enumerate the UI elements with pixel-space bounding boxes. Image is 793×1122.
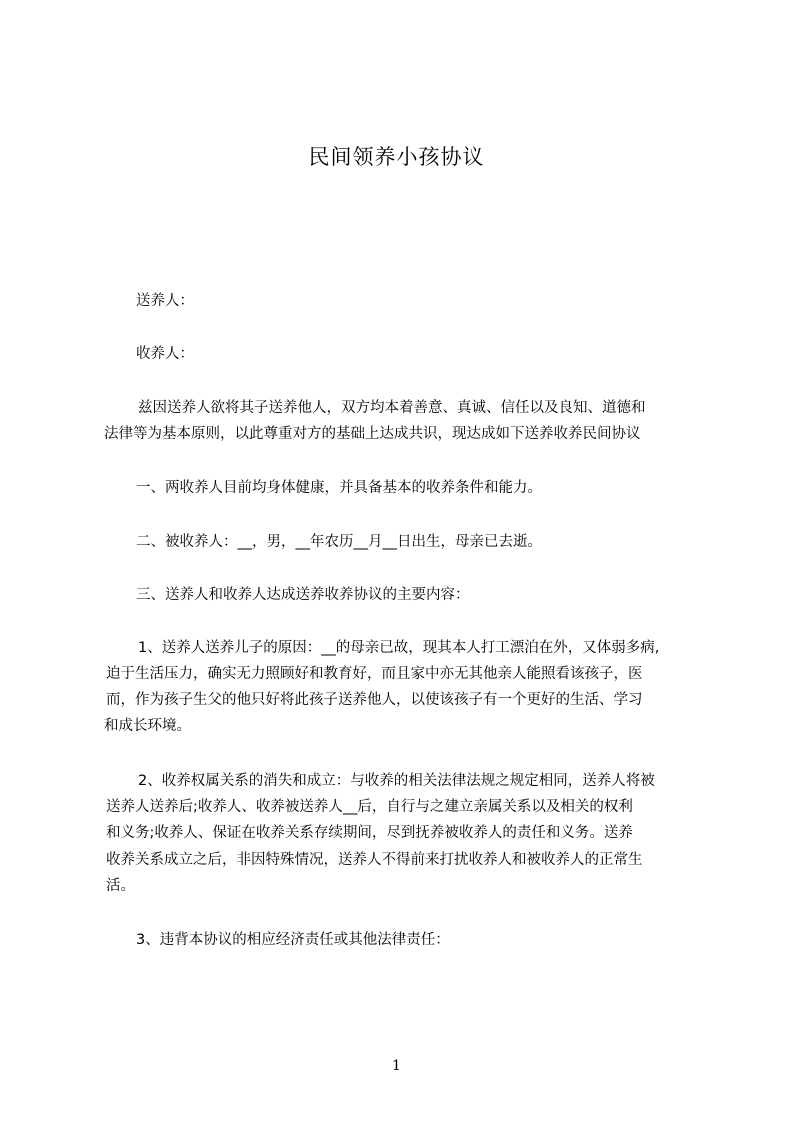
item-1-line-3: 而，作为孩子生父的他只好将此孩子送养他人，以使该孩子有一个更好的生活、学习 [106,692,643,708]
item-3: 3、违背本协议的相应经济责任或其他法律责任： [136,932,450,948]
clause-3: 三、送养人和收养人达成送养收养协议的主要内容： [136,587,470,603]
receiver-line: 收养人： [136,346,194,362]
item-2-line-3: 和义务;收养人、保证在收养关系存续期间，尽到抚养被收养人的责任和义务。送养 [106,825,633,841]
item-1-line-4: 和成长环境。 [104,718,191,734]
item-2-line-4: 收养关系成立之后，非因特殊情况，送养人不得前来打扰收养人和被收养人的正常生 [106,852,643,868]
item-1-line-1: 1、送养人送养儿子的原因：__的母亲已故，现其本人打工漂泊在外，又体弱多病, [138,640,660,656]
sender-line: 送养人： [136,293,194,309]
item-1-line-2: 迫于生活压力，确实无力照顾好和教育好，而且家中亦无其他亲人能照看该孩子，医 [106,666,643,682]
document-title: 民间领养小孩协议 [308,145,485,169]
clause-2: 二、被收养人：__，男，__年农历__月__日出生，母亲已去逝。 [136,534,542,550]
item-2-line-5: 活。 [106,878,135,894]
item-2-line-1: 2、收养权属关系的消失和成立：与收养的相关法律法规之规定相同，送养人将被 [138,773,655,789]
clause-1: 一、两收养人目前均身体健康，并具备基本的收养条件和能力。 [136,480,542,496]
intro-line-1: 兹因送养人欲将其子送养他人，双方均本着善意、真诚、信任以及良知、道德和 [138,400,646,416]
item-2-line-2: 送养人送养后;收养人、收养被送养人__后，自行与之建立亲属关系以及相关的权利 [106,799,633,815]
intro-line-2: 法律等为基本原则，以此尊重对方的基础上达成共识，现达成如下送养收养民间协议 [104,426,641,442]
page-number: 1 [392,1058,401,1074]
